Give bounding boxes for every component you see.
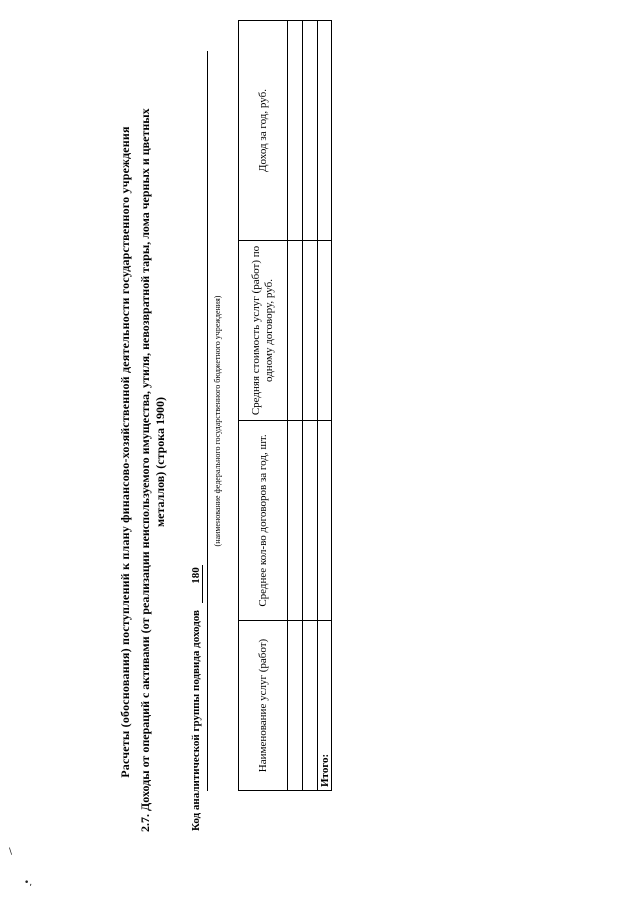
table-cell <box>318 21 332 241</box>
income-code-value: 180 <box>190 565 203 603</box>
column-header-service-name: Наименование услуг (работ) <box>239 621 288 791</box>
table-header-row <box>239 21 288 791</box>
table-cell <box>288 241 303 421</box>
table-cell <box>318 421 332 621</box>
section-heading-line-2: металлов) (строка 1900) <box>153 396 167 528</box>
income-table <box>238 20 332 791</box>
table-cell <box>288 421 303 621</box>
organization-name-caption: (наименование федерального государственного бюджетного учреждения) <box>213 295 222 547</box>
table-row <box>303 21 318 791</box>
table-cell <box>318 241 332 421</box>
scan-mark: \ <box>9 847 13 857</box>
table-row <box>288 21 303 791</box>
section-heading <box>138 92 168 832</box>
column-header-contract-count: Среднее кол-во договоров за год, шт. <box>239 421 288 621</box>
organization-name-line <box>207 51 208 791</box>
column-header-average-cost: Средняя стоимость услуг (работ) по одному договору, руб. <box>239 241 288 421</box>
rotated-page <box>0 52 640 852</box>
table-cell <box>288 21 303 241</box>
total-label: Итого: <box>318 621 332 791</box>
table-cell <box>303 421 318 621</box>
income-code-row <box>190 565 203 831</box>
column-header-annual-income: Доход за год, руб. <box>239 21 288 241</box>
scan-mark: •, <box>24 878 33 888</box>
table-cell <box>303 21 318 241</box>
table-cell <box>303 621 318 791</box>
income-code-label: Код аналитической группы подвида доходов <box>190 610 202 831</box>
table-total-row <box>318 21 332 791</box>
section-heading-line-1: 2.7. Доходы от операций с активами (от реализации неиспользуемого имущества, утиля, невозвратной тары, лома черных и цветных <box>138 108 152 832</box>
table-cell <box>303 241 318 421</box>
table-cell <box>288 621 303 791</box>
document-title: Расчеты (обоснования) поступлений к плану финансово-хозяйственной деятельности государственного учреждения <box>118 126 132 778</box>
